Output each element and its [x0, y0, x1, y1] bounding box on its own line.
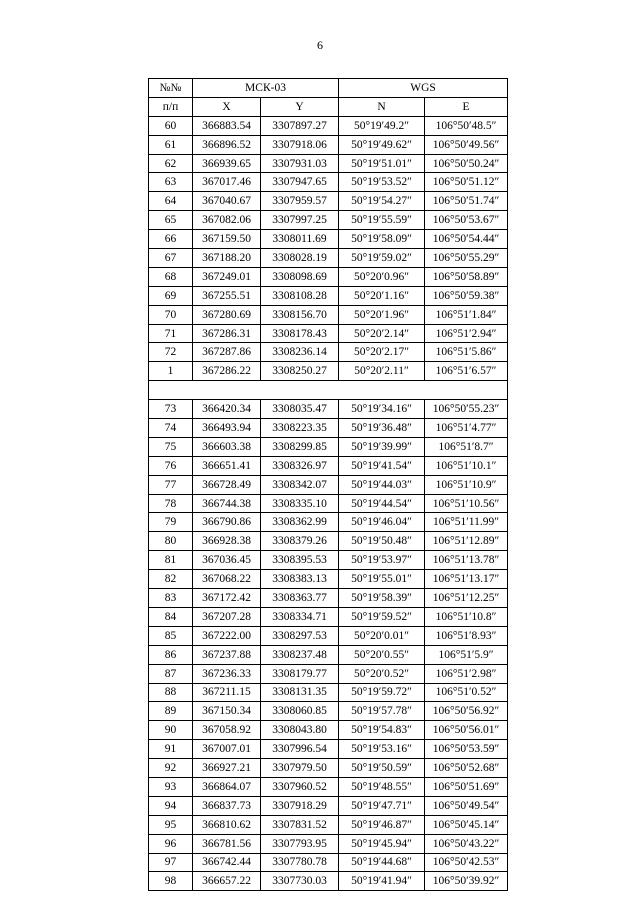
cell-n: 50°19′44.54″	[339, 494, 425, 513]
cell-e: 106°51′0.52″	[425, 683, 508, 702]
table-header	[149, 79, 508, 117]
cell-y: 3308363.77	[261, 589, 339, 608]
cell-x: 366837.73	[193, 796, 261, 815]
cell-number: 78	[149, 494, 193, 513]
cell-number: 61	[149, 135, 193, 154]
cell-n: 50°19′46.87″	[339, 815, 425, 834]
cell-y: 3308035.47	[261, 400, 339, 419]
cell-x: 366810.62	[193, 815, 261, 834]
cell-n: 50°19′57.78″	[339, 702, 425, 721]
cell-n: 50°19′53.16″	[339, 740, 425, 759]
cell-n: 50°20′2.17″	[339, 343, 425, 362]
table-row	[149, 607, 508, 626]
cell-e: 106°51′1.84″	[425, 305, 508, 324]
cell-n: 50°19′55.59″	[339, 211, 425, 230]
table-row	[149, 683, 508, 702]
cell-y: 3308179.77	[261, 664, 339, 683]
table-row	[149, 815, 508, 834]
cell-y: 3308236.14	[261, 343, 339, 362]
cell-x: 366603.38	[193, 437, 261, 456]
table-row	[149, 494, 508, 513]
cell-e: 106°50′55.29″	[425, 249, 508, 268]
coordinates-table	[148, 78, 508, 891]
cell-e: 106°50′51.12″	[425, 173, 508, 192]
table-row	[149, 759, 508, 778]
table-row	[149, 135, 508, 154]
table-row	[149, 532, 508, 551]
cell-x: 366864.07	[193, 777, 261, 796]
cell-n: 50°19′49.2″	[339, 116, 425, 135]
cell-y: 3308383.13	[261, 570, 339, 589]
cell-e: 106°50′54.44″	[425, 230, 508, 249]
cell-number: 73	[149, 400, 193, 419]
cell-number: 75	[149, 437, 193, 456]
cell-e: 106°51′10.8″	[425, 607, 508, 626]
cell-n: 50°19′50.48″	[339, 532, 425, 551]
cell-e: 106°51′10.56″	[425, 494, 508, 513]
cell-x: 367036.45	[193, 551, 261, 570]
table-row	[149, 286, 508, 305]
cell-n: 50°19′41.54″	[339, 456, 425, 475]
separator-cell	[149, 381, 508, 400]
table-row	[149, 116, 508, 135]
table-row	[149, 249, 508, 268]
cell-x: 367286.31	[193, 324, 261, 343]
table-row	[149, 400, 508, 419]
cell-number: 74	[149, 419, 193, 438]
cell-number: 60	[149, 116, 193, 135]
cell-y: 3307730.03	[261, 872, 339, 891]
cell-x: 367017.46	[193, 173, 261, 192]
cell-e: 106°51′11.99″	[425, 513, 508, 532]
cell-n: 50°20′2.11″	[339, 362, 425, 381]
cell-y: 3308223.35	[261, 419, 339, 438]
cell-x: 367255.51	[193, 286, 261, 305]
table-row	[149, 570, 508, 589]
cell-number: 62	[149, 154, 193, 173]
cell-e: 106°50′58.89″	[425, 267, 508, 286]
cell-n: 50°19′59.72″	[339, 683, 425, 702]
cell-n: 50°19′59.52″	[339, 607, 425, 626]
cell-x: 366728.49	[193, 475, 261, 494]
cell-x: 366790.86	[193, 513, 261, 532]
cell-e: 106°51′8.7″	[425, 437, 508, 456]
cell-y: 3308250.27	[261, 362, 339, 381]
table-row	[149, 173, 508, 192]
cell-x: 366781.56	[193, 834, 261, 853]
cell-number: 95	[149, 815, 193, 834]
header-y: Y	[261, 97, 339, 116]
cell-number: 91	[149, 740, 193, 759]
cell-x: 367222.00	[193, 626, 261, 645]
cell-x: 367237.88	[193, 645, 261, 664]
table-row	[149, 796, 508, 815]
cell-number: 90	[149, 721, 193, 740]
cell-n: 50°19′53.52″	[339, 173, 425, 192]
cell-x: 367236.33	[193, 664, 261, 683]
cell-y: 3307831.52	[261, 815, 339, 834]
cell-y: 3308131.35	[261, 683, 339, 702]
table-row	[149, 362, 508, 381]
cell-n: 50°19′48.55″	[339, 777, 425, 796]
cell-y: 3307959.57	[261, 192, 339, 211]
table-row	[149, 664, 508, 683]
cell-number: 76	[149, 456, 193, 475]
cell-x: 366928.38	[193, 532, 261, 551]
table-row	[149, 721, 508, 740]
table-row	[149, 626, 508, 645]
cell-y: 3307979.50	[261, 759, 339, 778]
table-row	[149, 551, 508, 570]
cell-number: 93	[149, 777, 193, 796]
cell-number: 92	[149, 759, 193, 778]
cell-x: 366742.44	[193, 853, 261, 872]
cell-e: 106°50′52.68″	[425, 759, 508, 778]
cell-number: 66	[149, 230, 193, 249]
header-x: X	[193, 97, 261, 116]
cell-number: 84	[149, 607, 193, 626]
cell-number: 77	[149, 475, 193, 494]
cell-x: 366927.21	[193, 759, 261, 778]
cell-x: 367172.42	[193, 589, 261, 608]
cell-x: 366896.52	[193, 135, 261, 154]
table-row	[149, 437, 508, 456]
cell-x: 366657.22	[193, 872, 261, 891]
cell-number: 96	[149, 834, 193, 853]
cell-number: 72	[149, 343, 193, 362]
cell-y: 3307960.52	[261, 777, 339, 796]
cell-number: 85	[149, 626, 193, 645]
cell-e: 106°51′5.9″	[425, 645, 508, 664]
cell-x: 366744.38	[193, 494, 261, 513]
cell-n: 50°19′50.59″	[339, 759, 425, 778]
cell-y: 3308326.97	[261, 456, 339, 475]
cell-x: 366493.94	[193, 419, 261, 438]
cell-e: 106°51′12.89″	[425, 532, 508, 551]
cell-x: 366939.65	[193, 154, 261, 173]
cell-x: 366883.54	[193, 116, 261, 135]
cell-n: 50°19′49.62″	[339, 135, 425, 154]
cell-e: 106°50′55.23″	[425, 400, 508, 419]
cell-number: 70	[149, 305, 193, 324]
cell-e: 106°50′42.53″	[425, 853, 508, 872]
cell-n: 50°20′1.16″	[339, 286, 425, 305]
cell-n: 50°19′54.27″	[339, 192, 425, 211]
cell-n: 50°19′51.01″	[339, 154, 425, 173]
table-row	[149, 702, 508, 721]
cell-n: 50°19′59.02″	[339, 249, 425, 268]
cell-e: 106°51′12.25″	[425, 589, 508, 608]
cell-y: 3308156.70	[261, 305, 339, 324]
cell-number: 67	[149, 249, 193, 268]
cell-y: 3308395.53	[261, 551, 339, 570]
cell-e: 106°50′43.22″	[425, 834, 508, 853]
cell-n: 50°19′45.94″	[339, 834, 425, 853]
cell-n: 50°19′36.48″	[339, 419, 425, 438]
cell-y: 3308028.19	[261, 249, 339, 268]
table-row	[149, 645, 508, 664]
cell-y: 3307931.03	[261, 154, 339, 173]
cell-e: 106°51′10.9″	[425, 475, 508, 494]
cell-e: 106°50′49.56″	[425, 135, 508, 154]
table-row	[149, 456, 508, 475]
cell-n: 50°19′46.04″	[339, 513, 425, 532]
table-row	[149, 589, 508, 608]
cell-y: 3307793.95	[261, 834, 339, 853]
table-row	[149, 777, 508, 796]
cell-y: 3308342.07	[261, 475, 339, 494]
cell-y: 3308362.99	[261, 513, 339, 532]
cell-x: 367068.22	[193, 570, 261, 589]
header-e: E	[425, 97, 508, 116]
cell-e: 106°50′50.24″	[425, 154, 508, 173]
cell-e: 106°50′56.01″	[425, 721, 508, 740]
table-body	[149, 116, 508, 891]
cell-n: 50°20′0.52″	[339, 664, 425, 683]
cell-x: 367082.06	[193, 211, 261, 230]
cell-number: 86	[149, 645, 193, 664]
cell-x: 367040.67	[193, 192, 261, 211]
table-row	[149, 419, 508, 438]
cell-y: 3308011.69	[261, 230, 339, 249]
cell-y: 3307780.78	[261, 853, 339, 872]
cell-y: 3307918.06	[261, 135, 339, 154]
header-wgs: WGS	[339, 79, 508, 98]
cell-x: 367188.20	[193, 249, 261, 268]
cell-number: 65	[149, 211, 193, 230]
table-row	[149, 343, 508, 362]
cell-number: 98	[149, 872, 193, 891]
cell-e: 106°50′56.92″	[425, 702, 508, 721]
cell-n: 50°20′1.96″	[339, 305, 425, 324]
cell-y: 3308334.71	[261, 607, 339, 626]
cell-x: 366651.41	[193, 456, 261, 475]
cell-e: 106°51′8.93″	[425, 626, 508, 645]
cell-number: 79	[149, 513, 193, 532]
cell-e: 106°51′13.78″	[425, 551, 508, 570]
header-msk03: МСК-03	[193, 79, 339, 98]
cell-n: 50°20′0.01″	[339, 626, 425, 645]
cell-y: 3307897.27	[261, 116, 339, 135]
cell-x: 367058.92	[193, 721, 261, 740]
cell-e: 106°51′6.57″	[425, 362, 508, 381]
table-row	[149, 872, 508, 891]
cell-number: 94	[149, 796, 193, 815]
table-row	[149, 305, 508, 324]
cell-number: 89	[149, 702, 193, 721]
table-row	[149, 853, 508, 872]
cell-number: 97	[149, 853, 193, 872]
cell-y: 3308237.48	[261, 645, 339, 664]
cell-y: 3308178.43	[261, 324, 339, 343]
cell-e: 106°51′10.1″	[425, 456, 508, 475]
cell-e: 106°51′4.77″	[425, 419, 508, 438]
table-row	[149, 230, 508, 249]
table-row	[149, 475, 508, 494]
page-number: 6	[317, 38, 323, 52]
group-separator-row	[149, 381, 508, 400]
cell-number: 64	[149, 192, 193, 211]
cell-y: 3308060.85	[261, 702, 339, 721]
cell-x: 367159.50	[193, 230, 261, 249]
cell-n: 50°20′0.55″	[339, 645, 425, 664]
cell-e: 106°50′48.5″	[425, 116, 508, 135]
cell-x: 366420.34	[193, 400, 261, 419]
cell-n: 50°19′44.03″	[339, 475, 425, 494]
cell-number: 63	[149, 173, 193, 192]
cell-y: 3308043.80	[261, 721, 339, 740]
cell-n: 50°19′58.39″	[339, 589, 425, 608]
cell-number: 69	[149, 286, 193, 305]
cell-x: 367007.01	[193, 740, 261, 759]
cell-e: 106°50′53.67″	[425, 211, 508, 230]
cell-y: 3308379.26	[261, 532, 339, 551]
cell-number: 83	[149, 589, 193, 608]
cell-number: 71	[149, 324, 193, 343]
cell-n: 50°19′53.97″	[339, 551, 425, 570]
cell-e: 106°50′53.59″	[425, 740, 508, 759]
table-row	[149, 513, 508, 532]
cell-e: 106°51′13.17″	[425, 570, 508, 589]
cell-y: 3307997.25	[261, 211, 339, 230]
cell-e: 106°50′49.54″	[425, 796, 508, 815]
cell-x: 367249.01	[193, 267, 261, 286]
cell-n: 50°20′2.14″	[339, 324, 425, 343]
cell-x: 367150.34	[193, 702, 261, 721]
cell-n: 50°19′55.01″	[339, 570, 425, 589]
cell-y: 3308297.53	[261, 626, 339, 645]
cell-number: 88	[149, 683, 193, 702]
cell-x: 367287.86	[193, 343, 261, 362]
cell-e: 106°50′59.38″	[425, 286, 508, 305]
header-n: N	[339, 97, 425, 116]
cell-e: 106°50′39.92″	[425, 872, 508, 891]
cell-x: 367286.22	[193, 362, 261, 381]
cell-x: 367207.28	[193, 607, 261, 626]
header-number: №№	[149, 79, 193, 98]
cell-x: 367280.69	[193, 305, 261, 324]
cell-n: 50°19′39.99″	[339, 437, 425, 456]
cell-e: 106°50′51.69″	[425, 777, 508, 796]
cell-number: 80	[149, 532, 193, 551]
cell-n: 50°19′44.68″	[339, 853, 425, 872]
cell-e: 106°50′51.74″	[425, 192, 508, 211]
cell-n: 50°20′0.96″	[339, 267, 425, 286]
table-row	[149, 834, 508, 853]
cell-number: 82	[149, 570, 193, 589]
cell-e: 106°51′2.98″	[425, 664, 508, 683]
cell-n: 50°19′58.09″	[339, 230, 425, 249]
cell-y: 3307918.29	[261, 796, 339, 815]
table-row	[149, 267, 508, 286]
cell-y: 3308098.69	[261, 267, 339, 286]
table-row	[149, 740, 508, 759]
table-row	[149, 154, 508, 173]
cell-e: 106°50′45.14″	[425, 815, 508, 834]
cell-number: 68	[149, 267, 193, 286]
cell-y: 3308299.85	[261, 437, 339, 456]
cell-number: 1	[149, 362, 193, 381]
cell-e: 106°51′5.86″	[425, 343, 508, 362]
cell-e: 106°51′2.94″	[425, 324, 508, 343]
cell-n: 50°19′41.94″	[339, 872, 425, 891]
cell-y: 3307947.65	[261, 173, 339, 192]
table-row	[149, 192, 508, 211]
cell-n: 50°19′47.71″	[339, 796, 425, 815]
cell-y: 3308335.10	[261, 494, 339, 513]
cell-y: 3308108.28	[261, 286, 339, 305]
cell-number: 87	[149, 664, 193, 683]
cell-y: 3307996.54	[261, 740, 339, 759]
cell-x: 367211.15	[193, 683, 261, 702]
cell-n: 50°19′34.16″	[339, 400, 425, 419]
cell-n: 50°19′54.83″	[339, 721, 425, 740]
cell-number: 81	[149, 551, 193, 570]
table-row	[149, 211, 508, 230]
header-number-sub: п/п	[149, 97, 193, 116]
table-row	[149, 324, 508, 343]
